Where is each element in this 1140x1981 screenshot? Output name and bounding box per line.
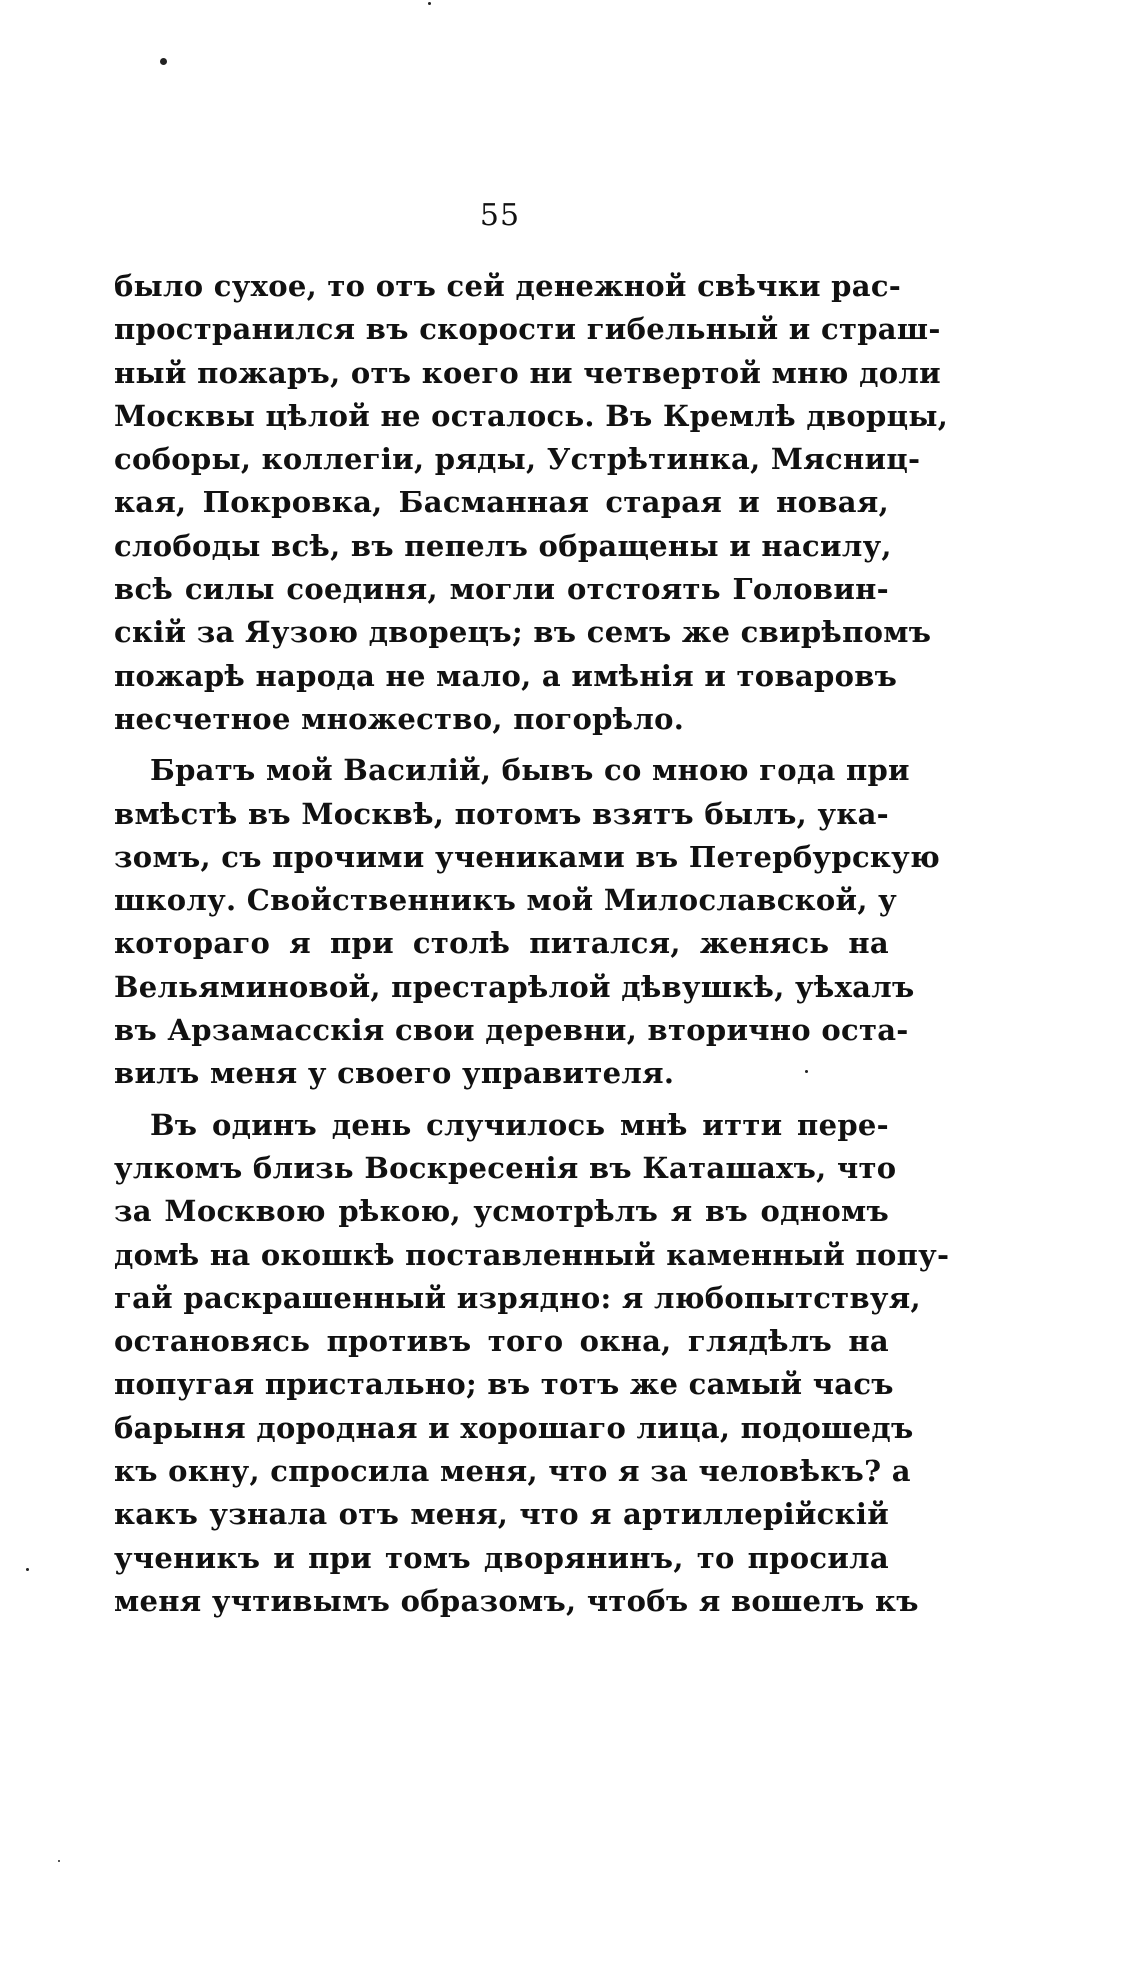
ink-speck	[428, 2, 431, 5]
text-line: пространился въ скорости гибельный и страш-	[114, 312, 941, 347]
text-line: кая, Покровка, Басманная старая и новая,	[114, 485, 889, 520]
text-line: къ окну, спросила меня, что я за человѣкъ? а	[114, 1454, 911, 1489]
text-line: Въ одинъ день случилось мнѣ итти пере-	[150, 1107, 889, 1142]
text-line: несчетное множество, погорѣло.	[114, 701, 685, 736]
text-line: всѣ силы соединя, могли отстоять Головин-	[114, 572, 889, 607]
ink-speck	[160, 58, 167, 65]
text-line: соборы, коллегіи, ряды, Устрѣтинка, Мясниц-	[114, 442, 921, 477]
text-line: меня учтивымъ образомъ, чтобъ я вошелъ къ	[114, 1583, 919, 1618]
paragraph	[114, 749, 941, 1095]
text-line: вмѣстѣ въ Москвѣ, потомъ взятъ былъ, ука-	[114, 796, 889, 831]
text-line: Братъ мой Василій, бывъ со мною года при	[150, 753, 910, 788]
text-line: барыня дородная и хорошаго лица, подошедъ	[114, 1410, 914, 1445]
ink-speck	[58, 1860, 60, 1862]
ink-speck	[26, 1568, 29, 1571]
text-line: вилъ меня у своего управителя.	[114, 1056, 675, 1091]
text-line: гай раскрашенный изрядно: я любопытствуя,	[114, 1280, 921, 1315]
text-line: попугая пристально; въ тотъ же самый часъ	[114, 1367, 894, 1402]
text-line: въ Арзамасскія свои деревни, вторично оста-	[114, 1013, 909, 1048]
text-line: школу. Свойственникъ мой Милославской, у	[114, 883, 898, 918]
text-line: котораго я при столѣ питался, женясь на	[114, 926, 889, 961]
text-line: ный пожаръ, отъ коего ни четвертой мню доли	[114, 355, 941, 390]
text-line: было сухое, то отъ сей денежной свѣчки рас-	[114, 269, 902, 303]
text-line: остановясь противъ того окна, глядѣлъ на	[114, 1324, 889, 1359]
text-line: пожарѣ народа не мало, а имѣнія и товаровъ	[114, 658, 898, 693]
text-line: Москвы цѣлой не осталось. Въ Кремлѣ дворцы,	[114, 398, 949, 433]
text-line: Вельяминовой, престарѣлой дѣвушкѣ, уѣхалъ	[114, 969, 915, 1004]
text-line: домѣ на окошкѣ поставленный каменный попу-	[114, 1237, 950, 1272]
text-line: улкомъ близь Воскресенія въ Каташахъ, что	[114, 1150, 897, 1185]
paragraph	[114, 265, 949, 741]
text-line: ученикъ и при томъ дворянинъ, то просила	[114, 1540, 889, 1575]
paragraph	[114, 1104, 950, 1624]
body-text	[114, 265, 950, 1623]
text-line: зомъ, съ прочими учениками въ Петербурскую	[114, 839, 941, 874]
text-line: за Москвою рѣкою, усмотрѣлъ я въ одномъ	[114, 1194, 889, 1229]
text-line: скій за Яузою дворецъ; въ семъ же свирѣпомъ	[114, 615, 932, 650]
text-line: какъ узнала отъ меня, что я артиллерійскій	[114, 1497, 889, 1532]
text-line: слободы всѣ, въ пепелъ обращены и насилу,	[114, 528, 892, 563]
page-number: 55	[479, 198, 521, 233]
